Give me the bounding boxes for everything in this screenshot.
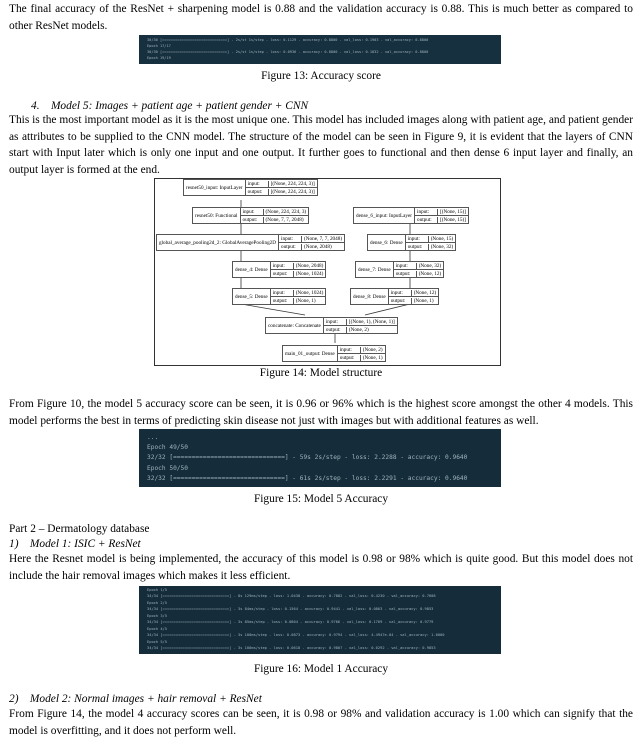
section-heading-model-1 — [9, 537, 141, 551]
layer-resnet50-input: resnet50_input: InputLayer input: [(None, 224, 224, 3)] output: [(None, 224, 224, 3)] — [183, 179, 318, 196]
terminal-line: Epoch 2/5 — [147, 601, 167, 605]
terminal-line: 30/30 [==============================] - 2s/st 1s/step - loss: 0.1129 - accuracy: 0.8800 - val_loss: 0.1903 - val_accuracy: 0.8800 — [147, 38, 429, 42]
terminal-line: 32/32 [==============================] - 59s 2s/step - loss: 2.2288 - accuracy: 0.9640 — [147, 454, 468, 461]
accuracy-terminal-screenshot — [139, 35, 501, 64]
layer-concatenate: concatenate: Concatenate input: [(None, 1), (None, 1)] output: (None, 2) — [265, 317, 398, 334]
figure-caption: Figure 13: Accuracy score — [261, 70, 381, 82]
terminal-line: 34/34 [==============================] - 3s 100ms/step - loss: 0.0873 - accuracy: 0.9794 - val_loss: 4.4947e-04 - val_accuracy: 1.0000 — [147, 633, 445, 637]
section-title: Model 5: Images + patient age + patient gender + CNN — [50, 100, 309, 112]
terminal-line: 30/30 [==============================] - 2s/st 1s/step - loss: 0.0936 - accuracy: 0.8800 - val_loss: 0.1832 - val_accuracy: 0.8800 — [147, 50, 429, 54]
model-5-paragraph: This is the most important model as it is the most unique one. This model has included images along with patient age, and patient gender as attributes to be supplied to the CNN model. The structure of the model can be seen in Figure 9, it is evident that the layers of CNN start with Input later which is only one input and one output. It further goes to functional and then dense 6 input layer and finally, an output layer is formed at the end. — [9, 114, 633, 176]
model-1-paragraph: Here the Resnet model is being implemented, the accuracy of this model is 0.98 or 98% which is quite good. But this model does not include the hair removal images which makes it less efficient. — [9, 553, 633, 582]
section-number: 1) — [9, 538, 19, 550]
model-5-accuracy-paragraph: From Figure 10, the model 5 accuracy score can be seen, it is 0.96 or 96% which is the highest score amongst the other 4 models. This model performs the best in terms of predicting skin disease not just with images but with additional features as well. — [9, 398, 633, 427]
layer-dense-6: dense_6: Dense input: (None, 15) output: (None, 32) — [367, 234, 456, 251]
model-structure-diagram — [154, 178, 501, 366]
section-heading-model-5 — [31, 99, 308, 113]
terminal-line: 34/34 [==============================] - 3s 100ms/step - loss: 0.0618 - accuracy: 0.9807 - val_loss: 0.0292 - val_accuracy: 0.9853 — [147, 646, 436, 650]
figure-caption: Figure 16: Model 1 Accuracy — [253, 663, 389, 675]
terminal-line: Epoch 1/5 — [147, 588, 167, 592]
section-heading-model-2 — [9, 692, 262, 706]
terminal-line: Epoch 5/5 — [147, 640, 167, 644]
terminal-line: Epoch 19/19 — [147, 56, 171, 60]
section-number: 4. — [31, 100, 40, 112]
terminal-line: 34/34 [==============================] - 3s 84ms/step - loss: 0.1564 - accuracy: 0.9441 - val_loss: 0.0863 - val_accuracy: 0.9853 — [147, 607, 434, 611]
layer-dense-4: dense_4: Dense input: (None, 2048) output: (None, 1024) — [232, 261, 326, 278]
terminal-line: Epoch 3/5 — [147, 614, 167, 618]
model-1-accuracy-terminal — [139, 586, 501, 654]
model-5-accuracy-terminal — [139, 429, 501, 487]
layer-main-output: main_01_output: Dense input: (None, 2) output: (None, 1) — [282, 345, 386, 362]
layer-dense-7: dense_7: Dense input: (None, 32) output: (None, 12) — [355, 261, 444, 278]
terminal-line: Epoch 17/17 — [147, 44, 171, 48]
terminal-line: 34/34 [==============================] - 8s 129ms/step - loss: 1.0438 - accuracy: 0.7882 - val_loss: 0.4230 - val_accuracy: 0.7608 — [147, 594, 436, 598]
terminal-line: 32/32 [==============================] - 61s 2s/step - loss: 2.2291 - accuracy: 0.9640 — [147, 475, 468, 482]
section-title: Model 2: Normal images + hair removal + ResNet — [29, 693, 262, 705]
layer-dense-6-input: dense_6_input: InputLayer input: [(None, 15)] output: [(None, 15)] — [353, 207, 469, 224]
terminal-line: 34/34 [==============================] - 3s 85ms/step - loss: 0.0804 - accuracy: 0.9766 - val_loss: 0.1769 - val_accuracy: 0.9779 — [147, 620, 434, 624]
part-2-heading: Part 2 – Dermatology database — [9, 523, 150, 535]
section-number: 2) — [9, 693, 19, 705]
terminal-line: Epoch 49/50 — [147, 444, 188, 451]
figure-caption: Figure 14: Model structure — [259, 367, 383, 379]
figure-caption: Figure 15: Model 5 Accuracy — [253, 493, 389, 505]
terminal-line: Epoch 4/5 — [147, 627, 167, 631]
intro-paragraph: The final accuracy of the ResNet + sharpening model is 0.88 and the validation accuracy is 0.88. This is much better as compared to other ResNet models. — [9, 3, 633, 32]
terminal-line: ... — [147, 434, 159, 441]
section-title: Model 1: ISIC + ResNet — [29, 538, 141, 550]
layer-resnet50-functional: resnet50: Functional input: (None, 224, 224, 3) output: (None, 7, 7, 2048) — [192, 207, 309, 224]
layer-global-average-pooling: global_average_pooling2d_2: GlobalAveragePooling2D input: (None, 7, 7, 2048) output: (None, 2048) — [156, 234, 345, 251]
layer-dense-5: dense_5: Dense input: (None, 1024) output: (None, 1) — [232, 288, 326, 305]
terminal-line: Epoch 50/50 — [147, 465, 188, 472]
model-2-paragraph: From Figure 14, the model 4 accuracy scores can be seen, it is 0.98 or 98% and validation accuracy is 1.00 which can signify that the model is overfitting, and it does not perform well. — [9, 708, 633, 737]
layer-dense-8: dense_8: Dense input: (None, 12) output: (None, 1) — [350, 288, 439, 305]
